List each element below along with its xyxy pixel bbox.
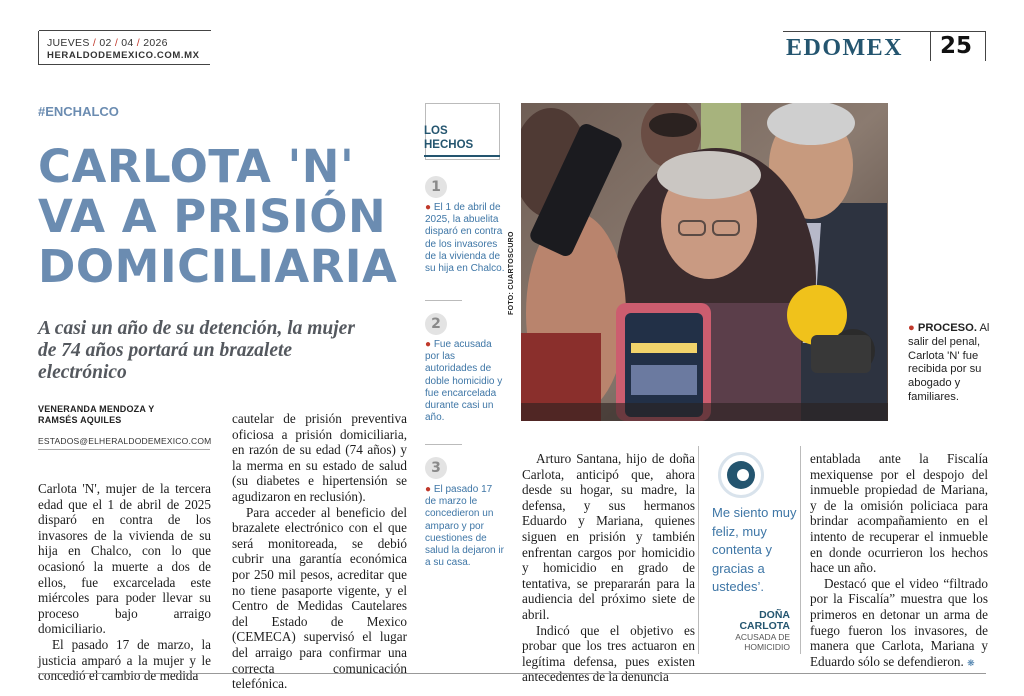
body-column-1 <box>38 481 211 684</box>
divider <box>425 444 462 445</box>
fact-item: ● Fue acusada por las autoridades de doble homicidio y fue encarcelada durante casi un año. <box>425 339 503 424</box>
headline-line: VA A PRISIÓN <box>38 190 387 243</box>
paragraph: Destacó que el video “filtrado por la Fiscalía” muestra que los primeros en detonar un arma de fuego fueron los invasores, de manera que Carlota, Mariana y Eduardo sólo se defendieron. ❋ <box>810 575 988 669</box>
section-name: EDOMEX <box>786 35 903 61</box>
divider <box>425 300 462 301</box>
fact-item: ● El 1 de abril de 2025, la abuelita disparó en contra de los invasores de la vivienda de su hija en Chalco. <box>425 202 505 275</box>
quote-rule-right <box>800 446 801 654</box>
body-column-3 <box>522 451 695 685</box>
footer-rule <box>38 673 986 674</box>
divider <box>38 449 210 450</box>
quote-attribution-name: DOÑA CARLOTA <box>739 609 790 632</box>
fact-number-badge: 2 <box>425 313 447 335</box>
section-divider <box>930 31 931 61</box>
hashtag: #ENCHALCO <box>38 104 119 119</box>
photo-credit: FOTO: CUARTOSCURO <box>508 231 515 315</box>
end-mark-icon: ❋ <box>967 657 975 668</box>
paragraph: El pasado 17 de marzo, la justicia amparó a la mujer y le concedió el cambio de medida <box>38 636 211 684</box>
paragraph: Carlota 'N', mujer de la tercera edad que el 1 de abril de 2025 disparó en contra de los invasores de la vivienda de su hija en Chalco, con lo que ocasionó la muerte a dos de ellos, fue excarcelada este miércoles para poder llevar su proceso bajo arraigo domiciliario. <box>38 481 211 637</box>
byline: VENERANDA MENDOZA Y RAMSÉS AQUILES <box>38 404 155 425</box>
paragraph: entablada ante la Fiscalía mexiquense por el despojo del inmueble propiedad de Mariana, y de la omisión policiaca para brindar acompañamiento en el intento de recuperar el inmueble en donde ocurrieron los hechos hace un año. <box>810 451 988 576</box>
headline-line: DOMICILIARIA <box>38 240 398 293</box>
body-column-2 <box>232 411 407 692</box>
quote-attribution-role: ACUSADA DE HOMICIDIO <box>735 632 790 652</box>
pull-quote: Me siento muy feliz, muy contenta y gracias a ustedes’. <box>712 505 797 594</box>
herald-logo-icon <box>718 452 764 498</box>
subheadline: A casi un año de su detención, la mujer de 74 años portará un brazalete electrónico <box>38 318 355 383</box>
author-email[interactable]: ESTADOS@ELHERALDODEMEXICO.COM <box>38 436 212 446</box>
issue-date: JUEVES / 02 / 04 / 2026 <box>47 37 168 49</box>
facts-title-rule <box>424 155 500 157</box>
facts-title: LOS HECHOS <box>424 125 474 151</box>
quote-rule-left <box>698 446 699 654</box>
paragraph: Arturo Santana, hijo de doña Carlota, anticipó que, ahora desde su hogar, su madre, la defensa, y sus hermanos Eduardo y Mariana, quienes siguen en prisión y también enfrentan cargos por homicidio y homicidio en grado de tentativa, se prepararán para la audiencia del próximo siete de abril. <box>522 451 695 622</box>
photo-illustration <box>521 103 888 421</box>
paragraph: Indicó que el objetivo es probar que los tres actuaron en legítima defensa, pues existen antecedentes de la denuncia <box>522 622 695 685</box>
fact-number-badge: 3 <box>425 457 447 479</box>
paragraph: cautelar de prisión preventiva oficiosa a prisión domiciliaria, en razón de su edad (74 años) y la merma en su estado de salud (su diabetes e hipertensión se agudizaron en reclusión). <box>232 411 407 504</box>
fact-number-badge: 1 <box>425 176 447 198</box>
photo-caption: ● PROCESO. Al salir del penal, Carlota 'N' fue recibida por su abogado y familiares. <box>908 322 990 403</box>
masthead-date-box <box>38 31 210 65</box>
site-url[interactable]: HERALDODEMEXICO.COM.MX <box>47 50 200 61</box>
news-photo <box>521 103 888 421</box>
fact-item: ● El pasado 17 de marzo le concedieron un amparo y por cuestiones de salud la dejaron ir a su casa. <box>425 484 504 569</box>
headline-line: CARLOTA 'N' <box>38 140 355 193</box>
paragraph: Para acceder al beneficio del brazalete electrónico con el que será monitoreada, se debió cubrir una garantía económica por 250 mil pesos, acreditar que no tiene pasaporte vigente, y el Centro de Medidas Cautelares del Estado de Mexico (CEMECA) supervisó el lugar del arraigo para confirmar una correcta comunicación telefónica. <box>232 504 407 692</box>
body-column-4 <box>810 451 988 671</box>
headline <box>38 142 428 292</box>
page-number: 25 <box>940 33 973 59</box>
